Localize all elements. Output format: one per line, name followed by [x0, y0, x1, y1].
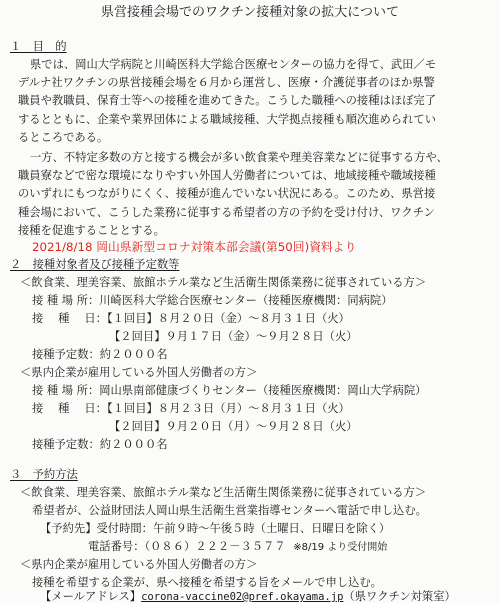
- reservation-group-food-service: ＜飲食業、理美容業、旅館ホテル業など生活衛生関係業務に従事されている方＞: [20, 486, 427, 499]
- reservation-phone: [0, 538, 500, 557]
- venue-food-service: 接 種 場 所：川崎医科大学総合医療センター（接種医療機関：同病院）: [32, 294, 393, 307]
- source-note: 2021/8/18 岡山県新型コロナ対策本部会議(第50回)資料より: [32, 240, 357, 254]
- page-title: 県営接種会場でのワクチン接種対象の拡大について: [100, 5, 400, 20]
- mail-address-link[interactable]: corona-vaccine02@pref.okayama.jp: [141, 591, 344, 603]
- phone-start-note: ※8/19 より受付開始: [293, 542, 388, 553]
- venue-foreign-workers: 接 種 場 所：岡山県南部健康づくりセンター（接種医療機関：岡山大学病院）: [32, 384, 427, 397]
- mail-line: [0, 592, 500, 602]
- purpose-paragraph-2: [0, 149, 500, 240]
- paragraph-line: 県では、岡山大学病院と川崎医科大学総合医療センターの協力を得て、武田／モ: [30, 58, 437, 71]
- reservation-hours: 【予約先】受付時間：午前９時～午後５時（土曜日、日曜日を除く）: [40, 522, 391, 535]
- section-1-heading: １ 目 的: [10, 40, 67, 53]
- target-group-foreign-workers: ＜県内企業が雇用している外国人労働者の方＞: [20, 366, 258, 379]
- section-2-heading: ２ 接種対象者及び接種予定数等: [10, 258, 180, 271]
- date-foreign-workers-dose1: 接 種 日：【１回目】８月２３日（月）～８月３１日（火）: [32, 402, 350, 415]
- date-food-service-dose2: 【２回目】９月１７日（金）～９月２８日（火）: [109, 330, 358, 343]
- count-foreign-workers: 接種予定数：約２０００名: [32, 438, 168, 451]
- paragraph-line: 職員や教職員、保育士等への接種を進めてきた。こうした職種への接種はほぼ完了: [18, 94, 436, 108]
- mail-label: 【メールアドレス】: [40, 590, 142, 603]
- target-group-food-service: ＜飲食業、理美容業、旅館ホテル業など生活衛生関係業務に従事されている方＞: [20, 276, 427, 289]
- paragraph-line: するとともに、企業や業界団体による職域接種、大学拠点接種も順次進められてい: [18, 112, 436, 126]
- reservation-foreign-workers-method: 接種を希望する企業が、県へ接種を希望する旨をメールで申し込む。: [32, 576, 382, 589]
- phone-number: 電話番号：（０８６）２２２－３５７７: [88, 540, 286, 553]
- reservation-food-service-method: 希望者が、公益財団法人岡山県生活衛生営業指導センターへ電話で申し込む。: [32, 504, 427, 517]
- section-3-heading: ３ 予約方法: [10, 468, 78, 481]
- count-food-service: 接種予定数：約２０００名: [32, 348, 168, 361]
- paragraph-line: デルナ社ワクチンの県営接種会場を６月から運営し、医療・介護従事者のほか県警: [18, 76, 435, 90]
- paragraph-line: るところである。: [18, 130, 109, 144]
- reservation-group-foreign-workers: ＜県内企業が雇用している外国人労働者の方＞: [20, 558, 258, 571]
- date-food-service-dose1: 接 種 日：【１回目】８月２０日（金）～８月３１日（火）: [32, 312, 350, 325]
- paragraph-line: 接種を促進することとする。: [18, 223, 165, 237]
- paragraph-line: 一方、不特定多数の方と接する機会が多い飲食業や理美容業などに従事する方や、: [30, 151, 448, 164]
- paragraph-line: 種会場において、こうした業務に従事する希望者の方の予約を受け付け、ワクチン: [18, 205, 435, 219]
- paragraph-line: のいずれにもつながりにくく、接種が進んでいない状況にある。このため、県営接: [18, 187, 436, 201]
- date-foreign-workers-dose2: 【２回目】９月２０日（月）～９月２８日（火）: [109, 420, 358, 433]
- mail-department: （県ワクチン対策室）: [343, 590, 456, 603]
- paragraph-line: 職員寮などで密な環境になりやすい外国人労働者については、地域接種や職域接種: [18, 169, 436, 183]
- purpose-paragraph-1: [0, 56, 500, 147]
